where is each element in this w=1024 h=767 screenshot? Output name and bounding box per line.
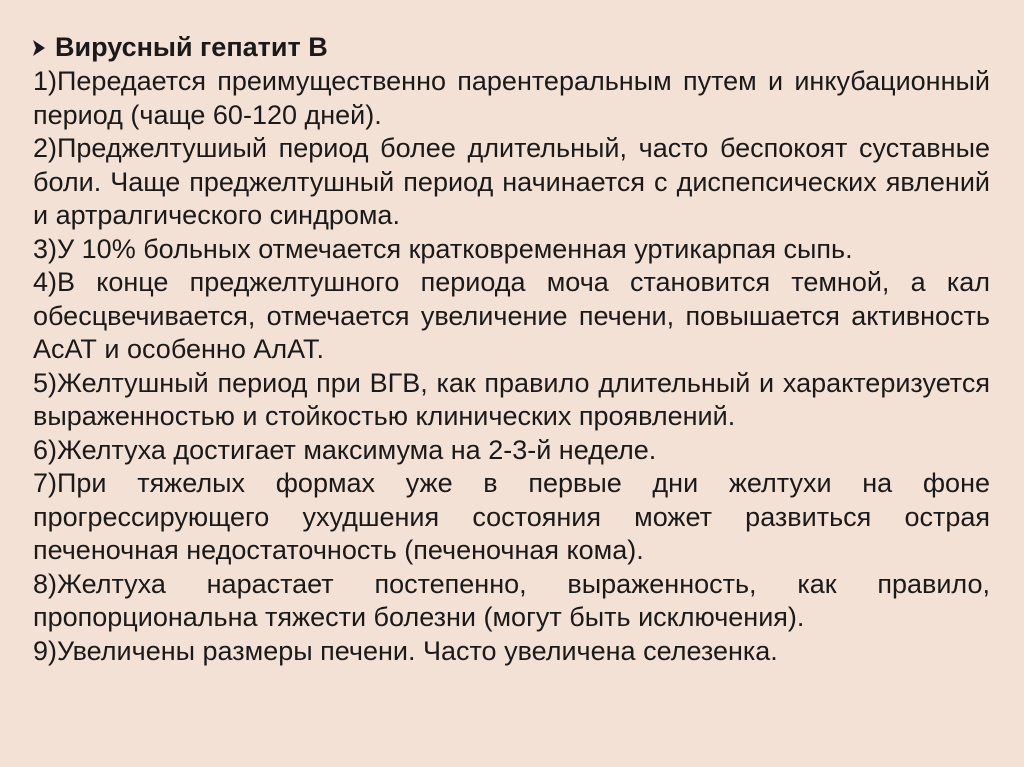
list-item: 5)Желтушный период при ВГВ, как правило длительный и характеризуется выраженностью и стойкостью клинических проявлений.: [33, 367, 990, 431]
arrow-bullet-icon: [33, 40, 45, 56]
heading-text: Вирусный гепатит В: [55, 32, 328, 62]
slide-content: [33, 30, 990, 668]
list-item: 1)Передается преимущественно парентеральным путем и инкубационный период (чаще 60-120 дней).: [33, 66, 990, 130]
list-item: 4)В конце преджелтушного периода моча становится темной, а кал обесцвечивается, отмечается увеличение печени, повышается активность АсАТ и особенно АлАТ.: [33, 267, 990, 364]
point-list: [33, 65, 990, 668]
list-item: 3)У 10% больных отмечается кратковременная уртикарпая сыпь.: [33, 233, 853, 264]
slide-heading: [33, 30, 990, 65]
list-item: 8)Желтуха нарастает постепенно, выраженность, как правило, пропорциональна тяжести болезни (могут быть исключения).: [33, 568, 990, 632]
list-item: 9)Увеличены размеры печени. Часто увеличена селезенка.: [33, 635, 778, 666]
list-item: 7)При тяжелых формах уже в первые дни желтухи на фоне прогрессирующего ухудшения состояния может развиться острая печеночная недостаточность (печеночная кома).: [33, 468, 990, 565]
list-item: 2)Преджелтушиый период более длительный, часто беспокоят суставные боли. Чаще преджелтушный период начинается с диспепсических явлений и артралгического синдрома.: [33, 133, 990, 230]
list-item: 6)Желтуха достигает максимума на 2-3-й неделе.: [33, 434, 657, 465]
